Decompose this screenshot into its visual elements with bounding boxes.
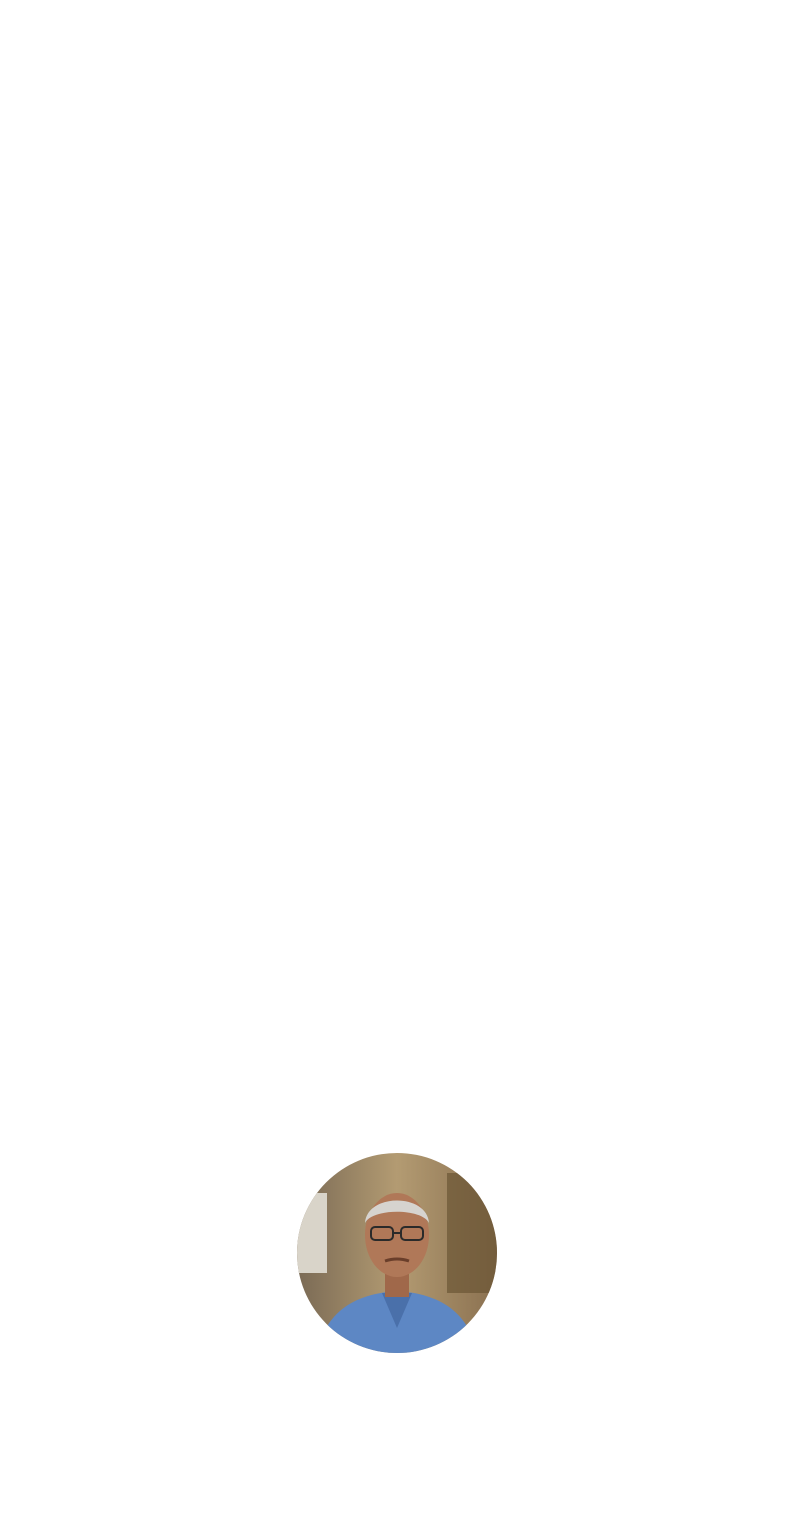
- author-photo-image: [297, 1153, 497, 1353]
- document-body: [8, 0, 788, 35]
- author-photo: [297, 1153, 497, 1353]
- code-line-close: [8, 7, 788, 25]
